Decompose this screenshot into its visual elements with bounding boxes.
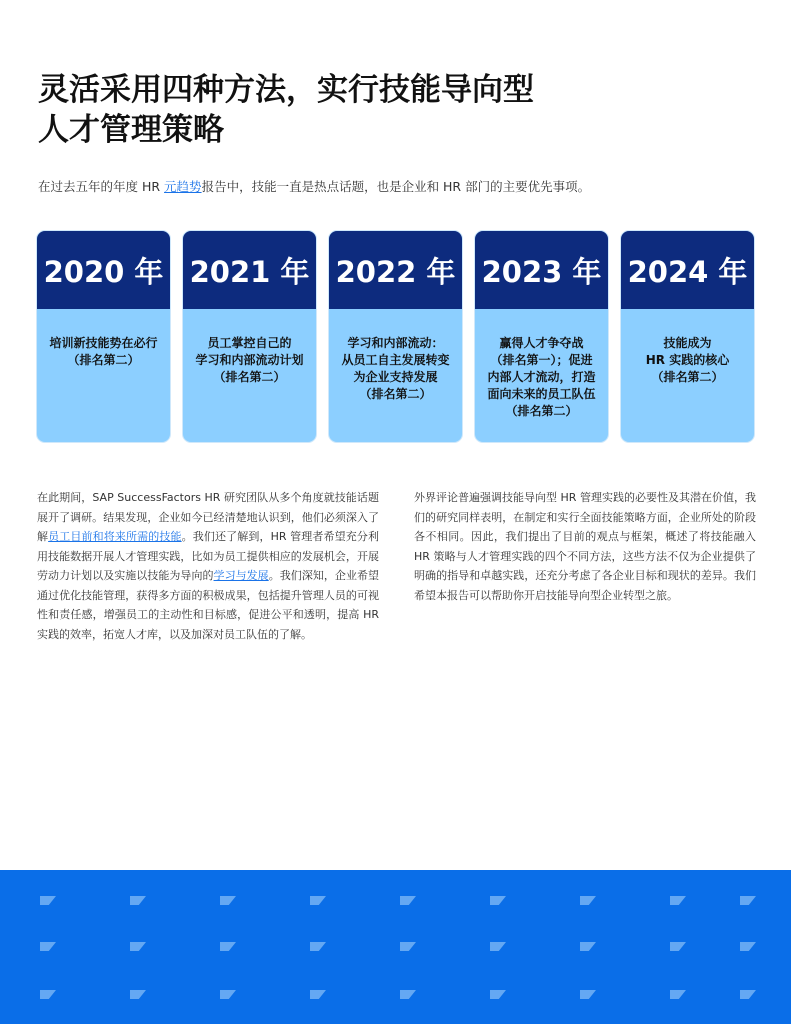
decor-mark-icon (580, 942, 596, 951)
card-line: HR 实践的核心 (645, 353, 730, 367)
card-line: 为企业支持发展 (353, 370, 438, 384)
decor-mark-icon (670, 990, 686, 999)
year-card-2020 (36, 230, 171, 443)
card-year: 2023 年 (475, 231, 608, 309)
body-text: 。我们深知，企业希望通过优化技能管理，获得多方面的积极成果，包括提升管理人员的可视性和责任感，增强员工的主动性和目标感，促进公平和透明，提高 HR 实践的效率，拓宽人才库，以及加深对员工队伍的了解。 (37, 569, 380, 641)
card-description (183, 309, 316, 386)
card-description (475, 309, 608, 420)
card-line: 学习和内部流动计划 (195, 353, 304, 367)
decor-mark-icon (740, 896, 756, 905)
decor-mark-icon (40, 942, 56, 951)
year-card-2022 (328, 230, 463, 443)
card-line: （排名第二） (359, 387, 432, 401)
intro-text-after: 报告中，技能一直是热点话题，也是企业和 HR 部门的主要优先事项。 (201, 179, 591, 194)
card-line: （排名第二） (213, 370, 286, 384)
body-text: 。我们还了解到，HR 管理者希望充分利用技能数据开展人才管理实践，比如为员工提供相应的发展机会，开展劳动力计划以及实施以技能为导向的 (37, 530, 379, 582)
card-line: 赢得人才争夺战 (499, 336, 584, 350)
card-line: 内部人才流动，打造 (487, 370, 596, 384)
footer-banner (0, 870, 791, 1024)
skills-needed-link[interactable]: 员工目前和将来所需的技能 (48, 530, 182, 543)
decor-mark-icon (400, 942, 416, 951)
card-line: 培训新技能势在必行 (49, 336, 158, 350)
year-card-2023 (474, 230, 609, 443)
title-line-2: 人才管理策略 (38, 112, 224, 148)
learning-development-link[interactable]: 学习与发展 (213, 569, 269, 582)
card-description (621, 309, 754, 386)
decor-mark-icon (670, 896, 686, 905)
card-year: 2024 年 (621, 231, 754, 309)
card-line: 技能成为 (663, 336, 712, 350)
card-description (329, 309, 462, 403)
decor-mark-icon (40, 896, 56, 905)
card-year: 2020 年 (37, 231, 170, 309)
decor-mark-icon (220, 896, 236, 905)
card-line: 从员工自主发展转变 (341, 353, 450, 367)
body-text: 在此期间，SAP SuccessFactors HR 研究团队从多个角度就技能话题展开了调研。结果发现，企业如今已经清楚地认识到，他们必须深入了解 (37, 491, 379, 543)
decor-mark-icon (220, 990, 236, 999)
card-year: 2022 年 (329, 231, 462, 309)
page-title (38, 70, 678, 150)
title-line-1: 灵活采用四种方法，实行技能导向型 (38, 72, 534, 108)
card-line: （排名第二） (505, 404, 578, 418)
intro-text-before: 在过去五年的年度 HR (38, 179, 165, 194)
decor-mark-icon (400, 896, 416, 905)
year-card-2024 (620, 230, 755, 443)
decor-mark-icon (310, 990, 326, 999)
decor-mark-icon (400, 990, 416, 999)
card-description (37, 309, 170, 369)
decor-mark-icon (40, 990, 56, 999)
body-left-column (37, 488, 379, 644)
card-line: （排名第二） (651, 370, 724, 384)
decor-mark-icon (130, 942, 146, 951)
intro-paragraph (38, 178, 758, 196)
decor-mark-icon (130, 896, 146, 905)
decor-mark-icon (490, 942, 506, 951)
year-card-2021 (182, 230, 317, 443)
card-line: 员工掌控自己的 (207, 336, 292, 350)
decor-mark-icon (580, 990, 596, 999)
meta-trends-link[interactable]: 元趋势 (164, 179, 202, 194)
card-line: 学习和内部流动： (347, 336, 444, 350)
card-line: （排名第二） (67, 353, 140, 367)
year-cards (36, 230, 756, 444)
decor-mark-icon (740, 942, 756, 951)
body-text: 外界评论普遍强调技能导向型 HR 管理实践的必要性及其潜在价值，我们的研究同样表明，在制定和实行全面技能策略方面，企业所处的阶段各不相同。因此，我们提出了目前的观点与框架，概述了将技能融入 HR 策略与人才管理实践的四个不同方法，这些方法不仅为企业提供了明确的指导和卓越实践，还充分考虑了各企业目标和现状的差异。我们希望本报告可以帮助你开启技能导向型企业转型之旅。 (414, 491, 756, 602)
decor-mark-icon (310, 896, 326, 905)
card-line: （排名第一）；促进 (490, 353, 593, 367)
decor-mark-icon (130, 990, 146, 999)
decor-mark-icon (310, 942, 326, 951)
decor-mark-icon (220, 942, 236, 951)
card-line: 面向未来的员工队伍 (487, 387, 596, 401)
decor-mark-icon (490, 896, 506, 905)
decor-mark-icon (670, 942, 686, 951)
card-year: 2021 年 (183, 231, 316, 309)
decor-mark-icon (490, 990, 506, 999)
body-right-column (414, 488, 756, 605)
decor-mark-icon (580, 896, 596, 905)
decor-mark-icon (740, 990, 756, 999)
